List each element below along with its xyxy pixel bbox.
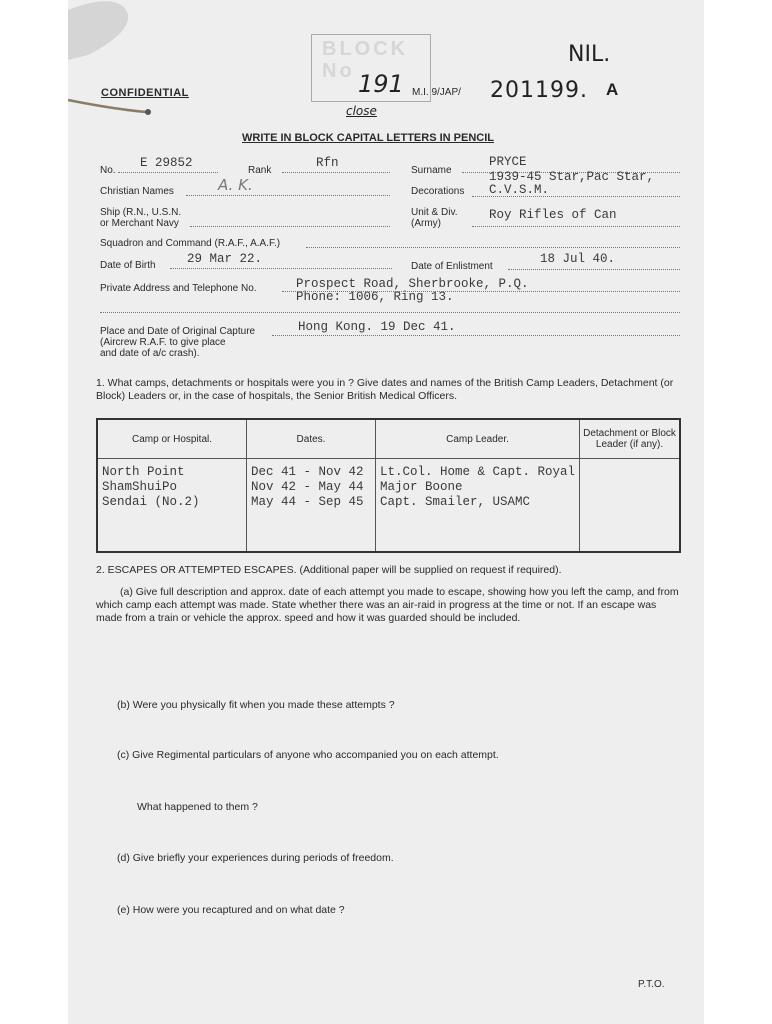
address-value-2: Phone: 1006, Ring 13. — [296, 290, 454, 304]
camp-name: Sendai (No.2) — [102, 495, 200, 509]
camp-dates: Dec 41 - Nov 42 — [251, 465, 364, 479]
address-line-2 — [100, 312, 680, 313]
mi-ref-suffix: A — [606, 80, 619, 99]
unit-line — [472, 226, 680, 227]
enlistment-line — [508, 269, 680, 270]
camp-leader: Major Boone — [380, 480, 463, 494]
unit-value: Roy Rifles of Can — [489, 208, 617, 222]
section-2c-followup: What happened to them ? — [137, 801, 258, 813]
camps-header-camp: Camp or Hospital. — [97, 419, 247, 459]
squadron-label: Squadron and Command (R.A.F., A.A.F.) — [100, 238, 281, 249]
squadron-line — [306, 247, 680, 248]
decorations-value-1: 1939-45 Star,Pac Star, — [489, 170, 655, 184]
dob-label: Date of Birth — [100, 260, 156, 271]
christian-names-value: A. K. — [218, 176, 253, 194]
section-2c: (c) Give Regimental particulars of anyone who accompanied you on each attempt. — [117, 749, 499, 761]
stamp-note: close — [346, 104, 377, 118]
block-stamp-text: BLOCK No — [322, 38, 409, 82]
camp-name: North Point — [102, 465, 185, 479]
ship-label-2: or Merchant Navy — [100, 218, 179, 229]
decorations-value-2: C.V.S.M. — [489, 183, 550, 197]
mi-ref-label: M.I. 9/JAP/ — [412, 87, 461, 98]
camps-header-detachment: Detachment or Block Leader (if any). — [580, 419, 680, 459]
camps-table — [96, 418, 681, 553]
christian-names-line — [186, 195, 390, 196]
address-value-1: Prospect Road, Sherbrooke, P.Q. — [296, 277, 529, 291]
instruction-heading: WRITE IN BLOCK CAPITAL LETTERS IN PENCIL — [242, 132, 494, 144]
no-label: No. — [100, 165, 116, 176]
camp-dates: Nov 42 - May 44 — [251, 480, 364, 494]
rank-value: Rfn — [316, 156, 339, 170]
table-row — [97, 459, 680, 553]
capture-label-3: and date of a/c crash). — [100, 348, 200, 359]
camp-dates: May 44 - Sep 45 — [251, 495, 364, 509]
surname-value: PRYCE — [489, 155, 527, 169]
surname-label: Surname — [411, 165, 452, 176]
dob-line — [170, 268, 392, 269]
capture-label-1: Place and Date of Original Capture — [100, 326, 256, 337]
address-line-1 — [282, 291, 680, 292]
christian-names-label: Christian Names — [100, 186, 174, 197]
capture-line — [272, 335, 680, 336]
section-2-heading: 2. ESCAPES OR ATTEMPTED ESCAPES. (Additional paper will be supplied on request if required). — [96, 564, 562, 576]
nil-note: NIL. — [568, 42, 611, 67]
dob-value: 29 Mar 22. — [187, 252, 263, 266]
confidential-label: CONFIDENTIAL — [101, 87, 189, 99]
capture-value: Hong Kong. 19 Dec 41. — [298, 320, 456, 334]
rank-line — [282, 172, 390, 173]
section-2d: (d) Give briefly your experiences during periods of freedom. — [117, 852, 394, 864]
capture-label-2: (Aircrew R.A.F. to give place — [100, 337, 226, 348]
enlistment-value: 18 Jul 40. — [540, 252, 616, 266]
camps-header-dates: Dates. — [247, 419, 376, 459]
camp-leader: Lt.Col. Home & Capt. Royal — [380, 465, 576, 479]
section-2e: (e) How were you recaptured and on what date ? — [117, 904, 345, 916]
ship-label-1: Ship (R.N., U.S.N. — [100, 207, 182, 218]
tag-string-graphic — [68, 0, 158, 120]
mi-ref-number: 201199. — [490, 78, 588, 103]
unit-label-2: (Army) — [411, 218, 441, 229]
decorations-label: Decorations — [411, 186, 465, 197]
no-line — [118, 172, 218, 173]
question-1: 1. What camps, detachments or hospitals were you in ? Give dates and names of the British Camp Leaders, Detachment (or Block) Leaders or, in the case of hospitals, the Senior British Medical Officers. — [96, 377, 674, 402]
camp-leader: Capt. Smailer, USAMC — [380, 495, 531, 509]
decorations-line — [472, 196, 680, 197]
pto-label: P.T.O. — [638, 979, 665, 990]
section-2b: (b) Were you physically fit when you made these attempts ? — [117, 699, 395, 711]
enlistment-label: Date of Enlistment — [411, 261, 493, 272]
ship-line — [190, 226, 390, 227]
camps-header-leader: Camp Leader. — [376, 419, 580, 459]
address-label: Private Address and Telephone No. — [100, 283, 257, 294]
rank-label: Rank — [248, 165, 272, 176]
no-value: E 29852 — [140, 156, 193, 170]
camp-name: ShamShuiPo — [102, 480, 178, 494]
section-2a: (a) Give full description and approx. date of each attempt you made to escape, showing how you left the camp, and from which camp each attempt was made. State whether there was an air-raid in progress at the time or not. If an escape was made from a train or vehicle the approx. speed and how it was guarded should be included. — [96, 586, 679, 624]
stamp-number: 191 — [358, 70, 404, 98]
unit-label-1: Unit & Div. — [411, 207, 458, 218]
